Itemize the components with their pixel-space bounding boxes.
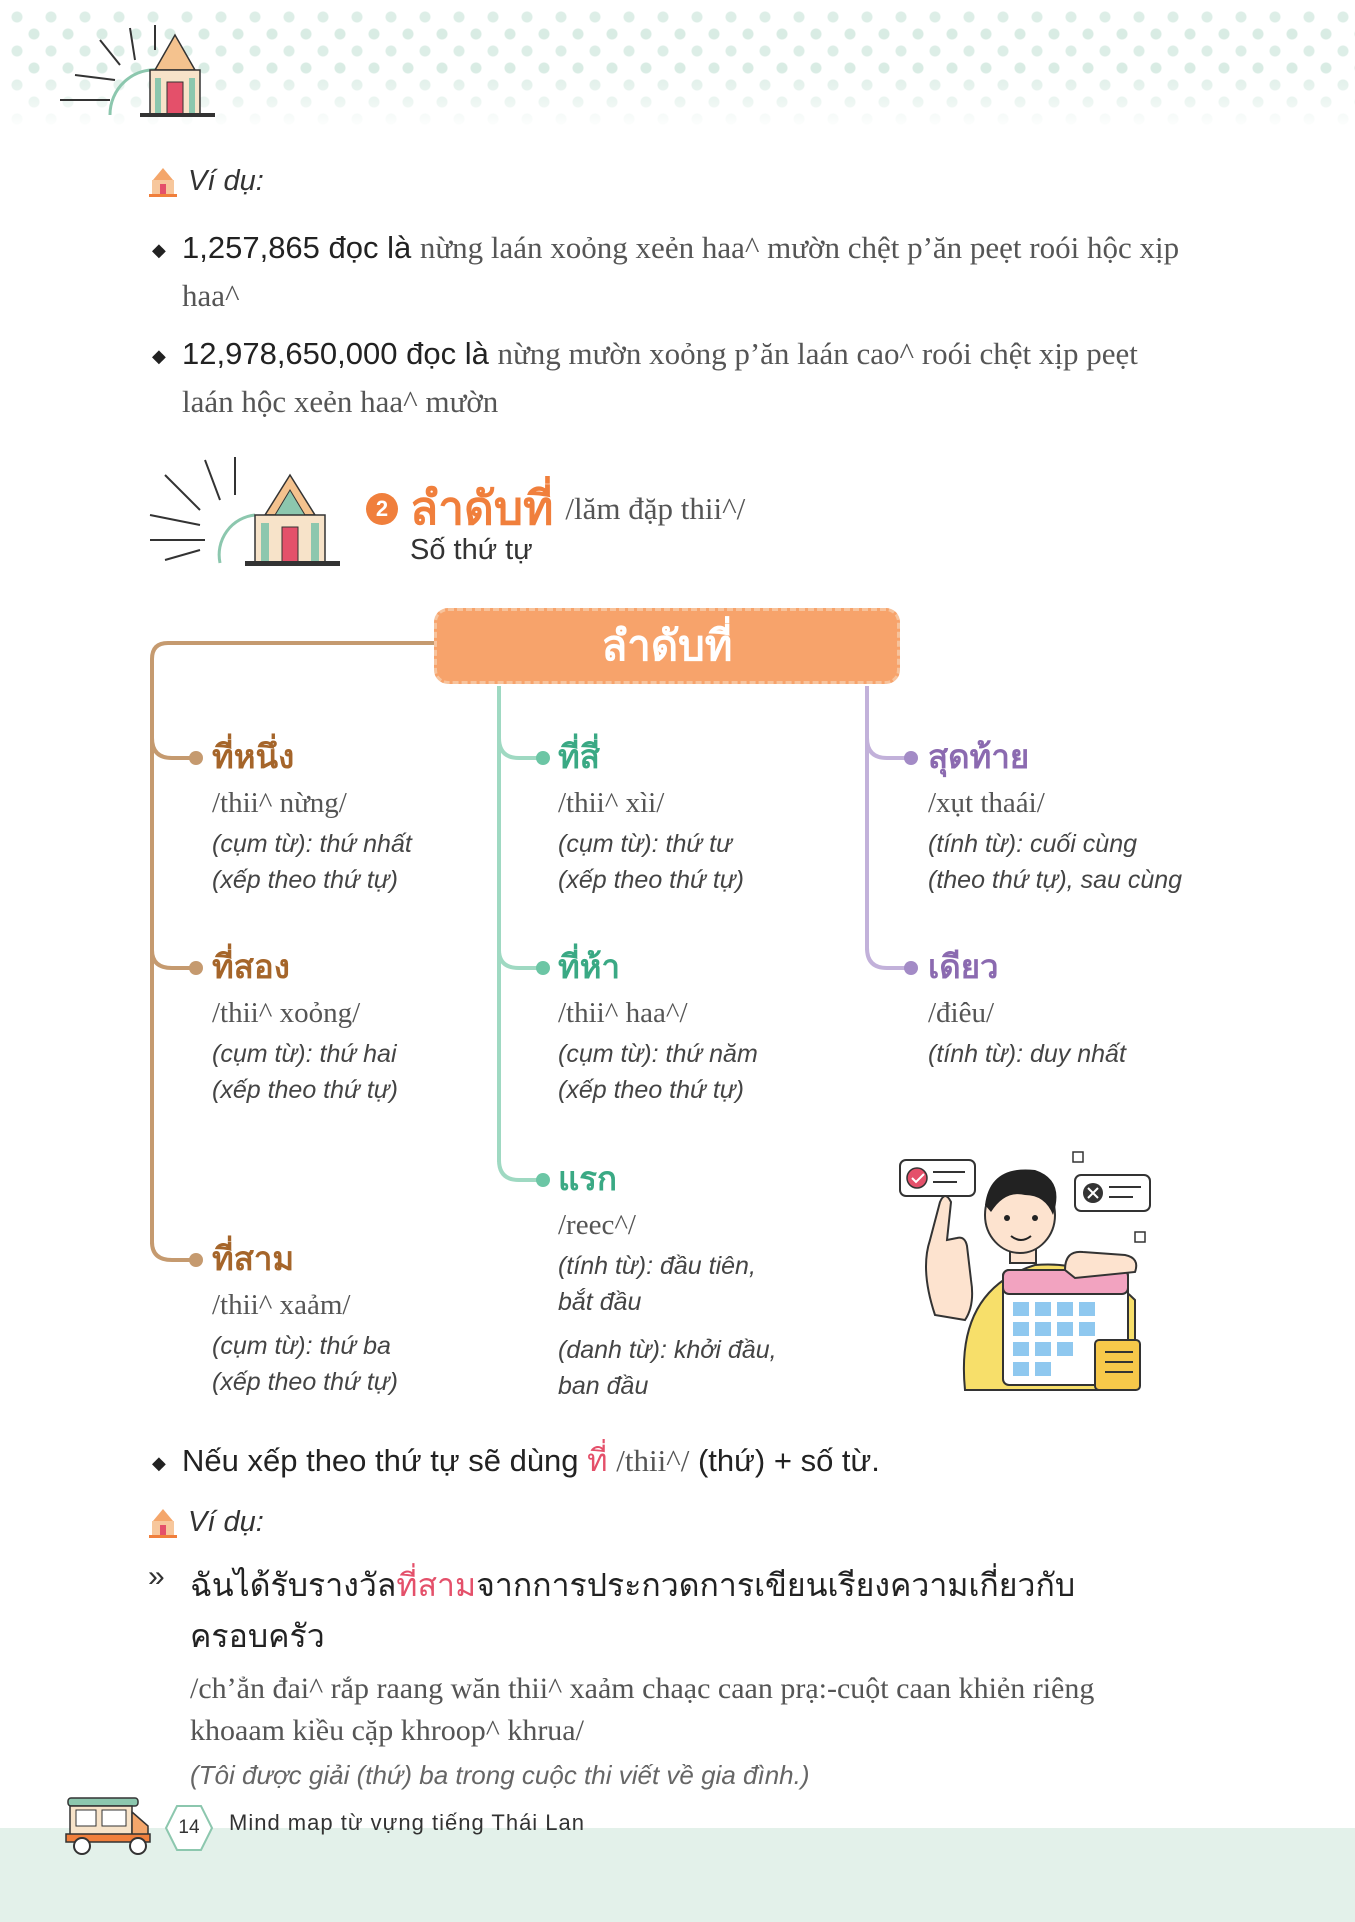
node-thai: สุดท้าย xyxy=(928,738,1030,775)
footer-title: Mind map từ vựng tiếng Thái Lan xyxy=(229,1810,586,1835)
person-calendar-illustration xyxy=(895,1140,1165,1410)
example-label: Ví dụ: xyxy=(188,165,264,197)
rule-item xyxy=(152,1437,1192,1487)
node-definition: (xếp theo thứ tự) xyxy=(212,1368,398,1396)
node-translit: /thii^ xìi/ xyxy=(558,787,665,819)
mindmap-node xyxy=(212,940,502,1108)
mindmap-root: ลำดับที่ xyxy=(434,608,900,684)
bullet-diamond: ◆ xyxy=(152,1453,166,1473)
example-sentence xyxy=(190,1560,1190,1791)
node-thai: ที่สอง xyxy=(212,948,290,985)
node-definition: ban đầu xyxy=(558,1372,649,1400)
mindmap-node xyxy=(928,940,1258,1072)
node-thai: แรก xyxy=(558,1160,617,1197)
mindmap-node xyxy=(558,730,858,898)
node-translit: /thii^ xoỏng/ xyxy=(212,997,361,1029)
node-translit: /thii^ nừng/ xyxy=(212,787,347,819)
node-definition: (cụm từ): thứ năm xyxy=(558,1040,758,1068)
node-thai: ที่ห้า xyxy=(558,948,621,985)
mindmap-node xyxy=(928,730,1258,898)
node-definition: (xếp theo thứ tự) xyxy=(212,1076,398,1104)
node-definition: bắt đầu xyxy=(558,1288,642,1316)
node-translit: /reec^/ xyxy=(558,1209,636,1241)
example-translit: nừng mườn xoỏng p’ăn laán cao^ roói chệt xịp peẹt laán hộc xeẻn haa^ mườn xyxy=(182,336,1138,419)
mindmap-node xyxy=(212,730,502,898)
section-thai-title: ลำดับที่ xyxy=(410,482,554,534)
mindmap-node xyxy=(558,1152,868,1404)
example-number: 12,978,650,000 đọc là xyxy=(182,336,489,371)
section-subtitle: Số thứ tự xyxy=(410,534,533,566)
example-thai-pre: ฉันได้รับรางวัล xyxy=(190,1567,397,1603)
node-translit: /xụt thaái/ xyxy=(928,787,1045,819)
page-number: 14 xyxy=(178,1817,200,1838)
example-thai-post: จากการประกวดการเขียนเรียงความเกี่ยวกับครอบครัว xyxy=(190,1567,1076,1654)
node-definition: (danh từ): khởi đầu, xyxy=(558,1336,777,1364)
example-thai xyxy=(190,1560,1190,1662)
example-thai-highlight: ที่สาม xyxy=(396,1567,477,1603)
mindmap-node xyxy=(558,940,858,1108)
node-thai: เดียว xyxy=(928,948,999,985)
node-definition: (tính từ): đầu tiên, xyxy=(558,1252,756,1280)
node-thai: ที่สาม xyxy=(212,1240,295,1277)
rule-translit: /thii^/ xyxy=(616,1443,690,1478)
rule-text-post: (thứ) + số từ. xyxy=(697,1443,880,1478)
tuk-tuk-icon xyxy=(60,1790,160,1860)
node-definition: (cụm từ): thứ hai xyxy=(212,1040,397,1068)
node-definition: (xếp theo thứ tự) xyxy=(558,866,744,894)
section-number: 2 xyxy=(366,493,398,525)
node-translit: /thii^ xaảm/ xyxy=(212,1289,351,1321)
example-label: Ví dụ: xyxy=(188,1506,264,1538)
node-definition: (theo thứ tự), sau cùng xyxy=(928,866,1183,894)
rule-thai: ที่ xyxy=(587,1443,608,1478)
chevron-right-icon: » xyxy=(148,1560,165,1593)
node-definition: (cụm từ): thứ nhất xyxy=(212,830,412,858)
node-definition: (tính từ): cuối cùng xyxy=(928,830,1137,858)
rule-text-pre: Nếu xếp theo thứ tự sẽ dùng xyxy=(182,1443,579,1478)
section-transliteration: /lăm đặp thii^/ xyxy=(565,490,746,526)
example-translit: /ch’ẳn đai^ rắp raang wăn thii^ xaảm chaạc caan prạ:-cuột caan khiẻn riêng khoaam kiều cặp khroop^ khrua/ xyxy=(190,1672,1095,1747)
node-definition: (cụm từ): thứ tư xyxy=(558,830,732,858)
bullet-diamond: ◆ xyxy=(152,346,166,366)
node-translit: /thii^ haa^/ xyxy=(558,997,688,1029)
node-translit: /điêu/ xyxy=(928,997,995,1029)
mindmap-node xyxy=(212,1232,502,1400)
node-definition: (cụm từ): thứ ba xyxy=(212,1332,391,1360)
bullet-diamond: ◆ xyxy=(152,240,166,260)
example-number: 1,257,865 đọc là xyxy=(182,230,412,265)
node-definition: (tính từ): duy nhất xyxy=(928,1040,1126,1068)
example-translit: nừng laán xoỏng xeẻn haa^ mườn chệt p’ăn peẹt roói hộc xịp haa^ xyxy=(182,230,1180,313)
node-definition: (xếp theo thứ tự) xyxy=(212,866,398,894)
node-thai: ที่สี่ xyxy=(558,738,600,775)
node-definition: (xếp theo thứ tự) xyxy=(558,1076,744,1104)
example-heading xyxy=(148,1506,264,1539)
temple-icon xyxy=(148,1507,178,1539)
node-thai: ที่หนึ่ง xyxy=(212,738,295,775)
example-translation: (Tôi được giải (thứ) ba trong cuộc thi viết về gia đình.) xyxy=(190,1760,810,1790)
